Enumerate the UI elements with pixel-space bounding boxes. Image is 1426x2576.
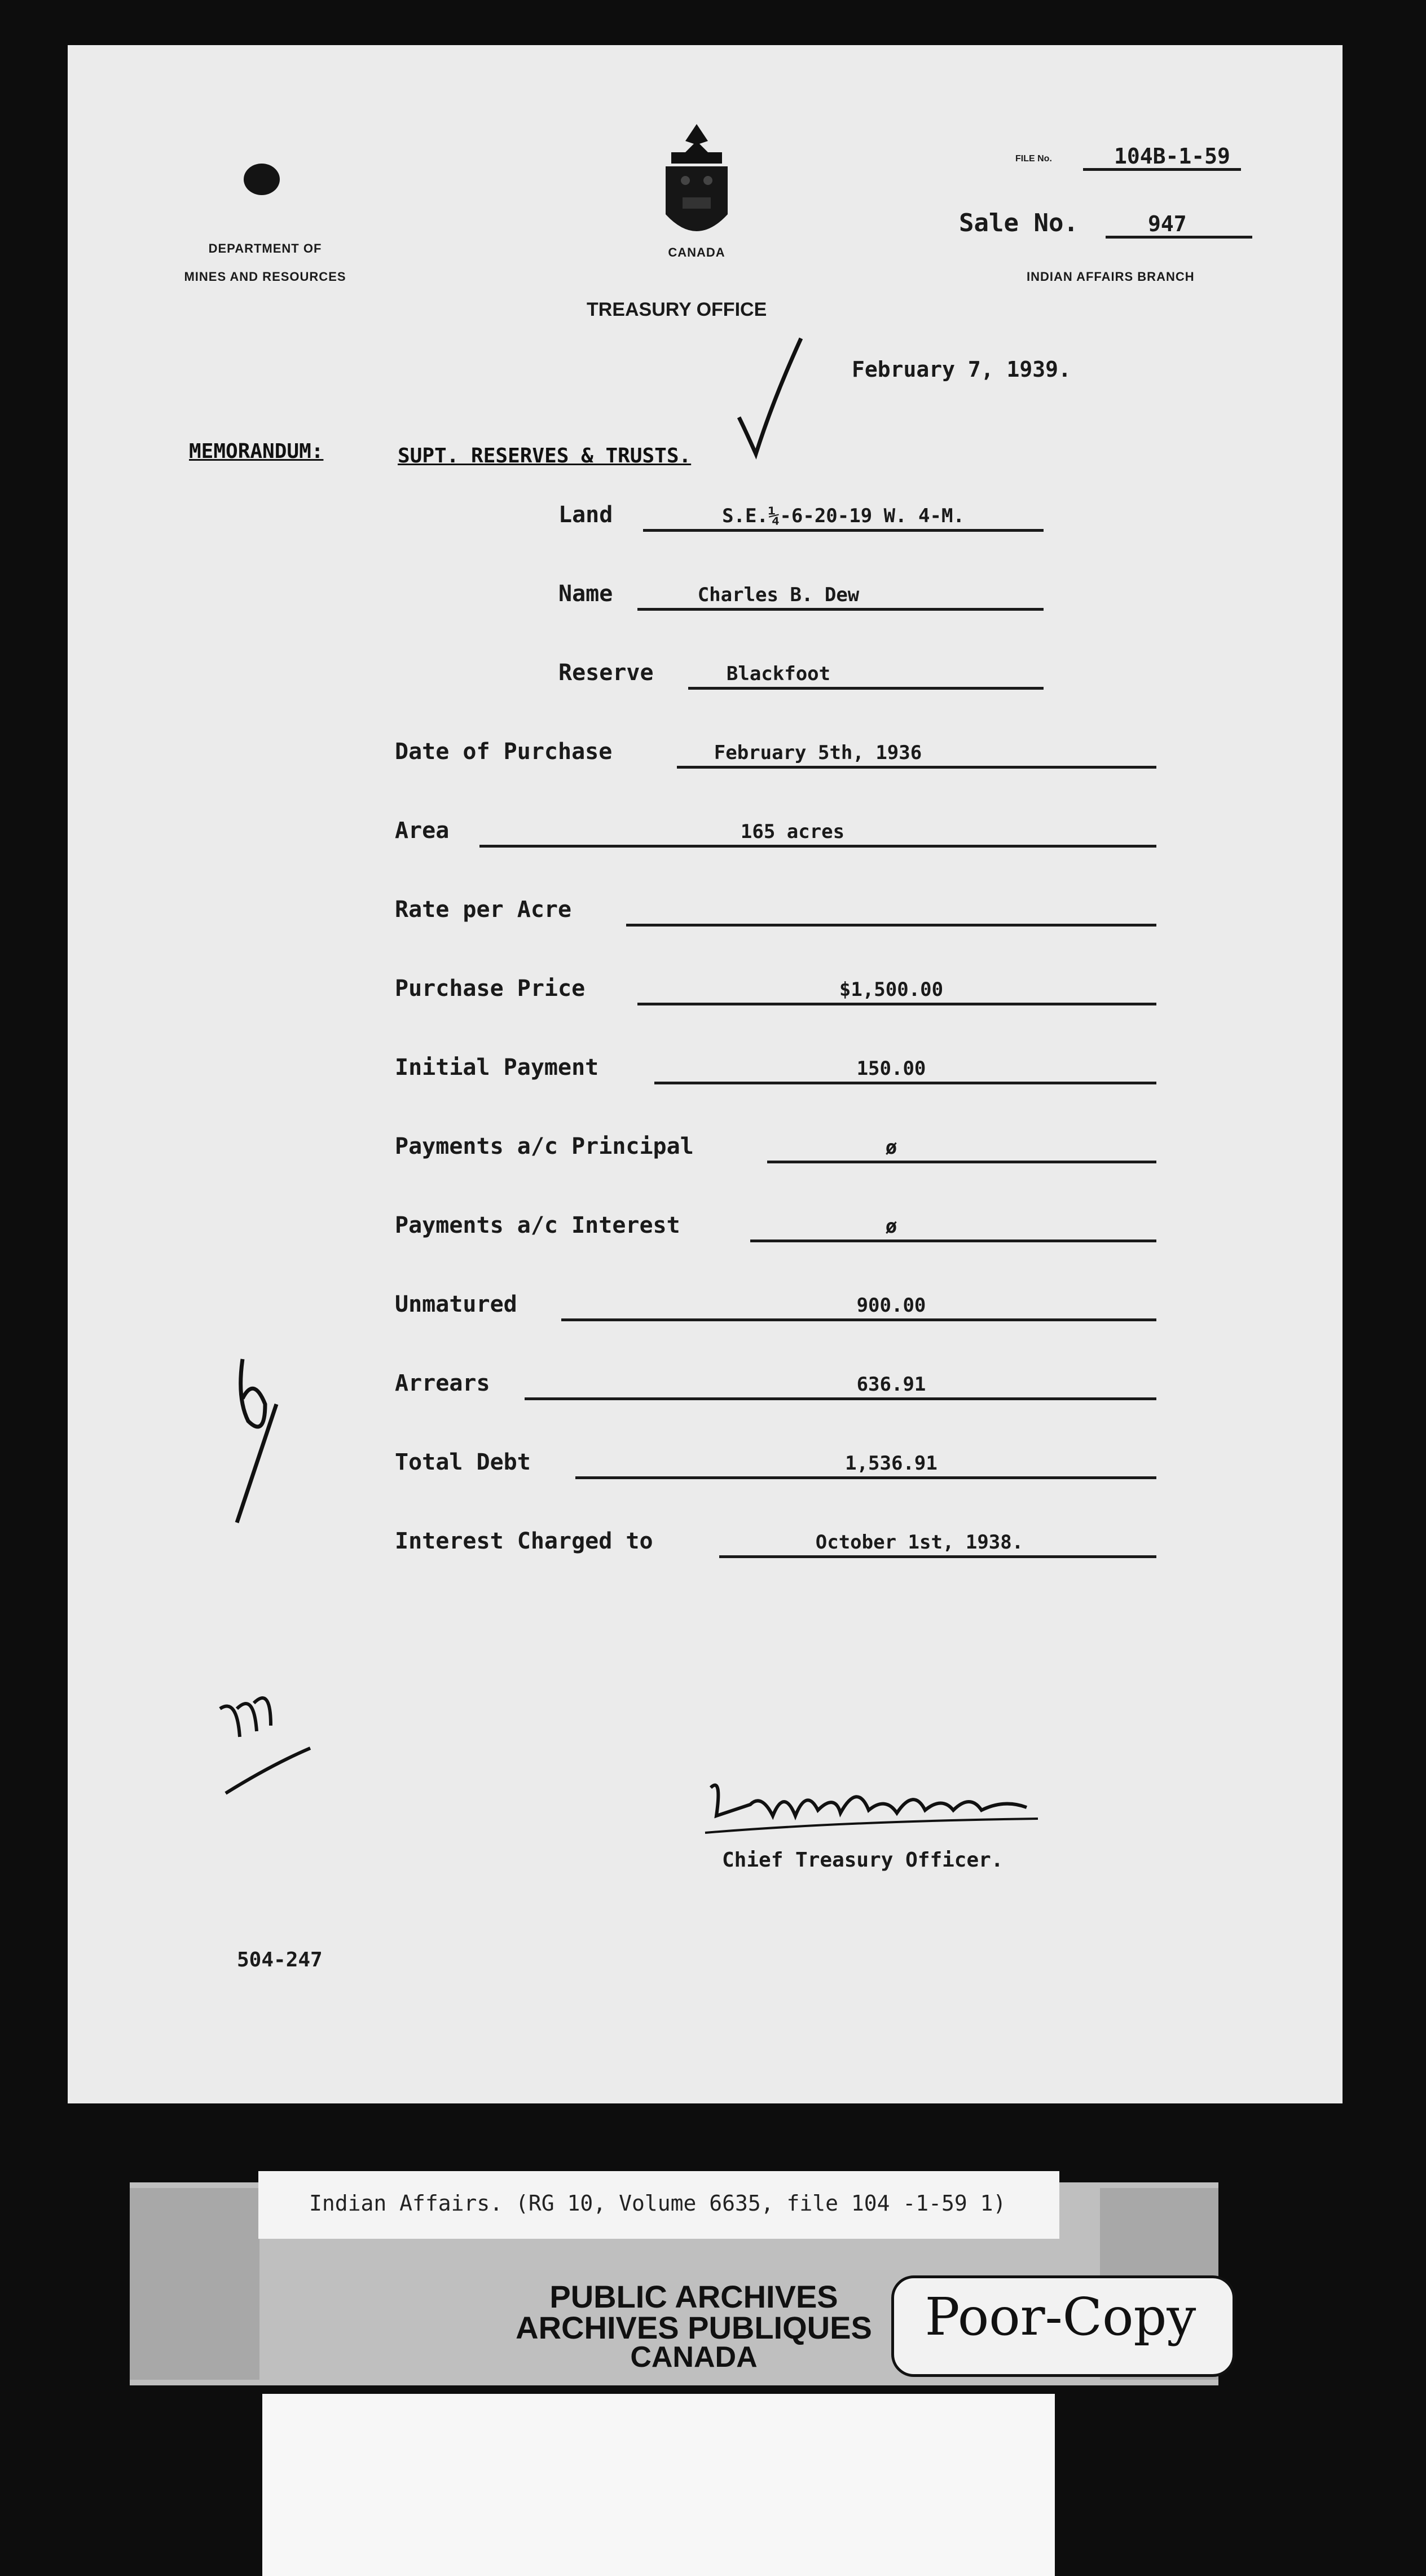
field-unmatured-value: 900.00 (856, 1294, 926, 1317)
field-arrears-label: Arrears (395, 1370, 490, 1396)
department-name: MINES AND RESOURCES (184, 270, 346, 284)
file-number: 104B-1-59 (1114, 144, 1230, 169)
field-name-value: Charles B. Dew (697, 584, 860, 606)
field-interest-label: Payments a/c Interest (395, 1212, 680, 1238)
field-principal-label: Payments a/c Principal (395, 1133, 694, 1159)
field-principal-value: ø (885, 1136, 897, 1159)
archive-name-en: PUBLIC ARCHIVES (549, 2279, 838, 2314)
signature-title: Chief Treasury Officer. (722, 1849, 1004, 1872)
bottom-card (262, 2394, 1055, 2576)
branch-label: INDIAN AFFAIRS BRANCH (1027, 270, 1195, 284)
memo-date: February 7, 1939. (852, 357, 1071, 382)
field-interest-line (750, 1240, 1156, 1242)
field-interest-value: ø (885, 1215, 897, 1238)
field-area-line (479, 845, 1156, 848)
archive-citation: Indian Affairs. (RG 10, Volume 6635, file 104 -1-59 1) (309, 2191, 1006, 2216)
margin-initials-mark (231, 1353, 299, 1528)
form-number: 504-247 (237, 1948, 323, 1971)
field-initial-value: 150.00 (856, 1057, 926, 1080)
department-seal-icon (244, 164, 280, 195)
field-charged-label: Interest Charged to (395, 1528, 653, 1554)
field-price-label: Purchase Price (395, 976, 586, 1002)
field-charged-value: October 1st, 1938. (815, 1531, 1024, 1554)
field-total-label: Total Debt (395, 1449, 531, 1475)
sale-number-line (1106, 236, 1252, 239)
archive-name-fr: ARCHIVES PUBLIQUES (516, 2310, 872, 2345)
field-rate-line (626, 924, 1156, 927)
field-area-value: 165 acres (740, 821, 845, 843)
field-initial-line (654, 1082, 1156, 1084)
field-date-value: February 5th, 1936 (714, 742, 922, 764)
office-title: TREASURY OFFICE (587, 299, 767, 320)
file-label: FILE No. (1015, 154, 1052, 164)
field-reserve-line (688, 687, 1044, 690)
file-number-line (1083, 168, 1241, 171)
field-name-line (637, 608, 1044, 611)
field-land-label: Land (558, 502, 613, 528)
field-arrears-value: 636.91 (856, 1373, 926, 1396)
field-price-line (637, 1003, 1156, 1005)
margin-m-mark (214, 1675, 327, 1799)
memo-label: MEMORANDUM: (189, 440, 324, 463)
field-reserve-label: Reserve (558, 660, 654, 686)
field-date-line (677, 766, 1156, 769)
field-unmatured-label: Unmatured (395, 1291, 517, 1317)
department-label: DEPARTMENT OF (208, 241, 322, 255)
field-price-value: $1,500.00 (839, 978, 944, 1001)
field-rate-label: Rate per Acre (395, 897, 572, 923)
field-arrears-line (525, 1397, 1156, 1400)
canada-crest-icon (654, 118, 739, 288)
field-total-value: 1,536.91 (845, 1452, 938, 1475)
field-reserve-value: Blackfoot (726, 663, 831, 685)
archive-country: CANADA (630, 2341, 758, 2374)
memo-recipient: SUPT. RESERVES & TRUSTS. (398, 444, 692, 467)
field-charged-line (719, 1555, 1156, 1558)
field-date-label: Date of Purchase (395, 739, 613, 765)
sale-number: 947 (1148, 211, 1187, 236)
sale-label: Sale No. (959, 209, 1079, 237)
archive-tab-left (130, 2188, 259, 2380)
field-land-value: S.E.¼-6-20-19 W. 4-M. (722, 505, 965, 527)
signature-image (699, 1765, 1049, 1844)
field-total-line (575, 1476, 1156, 1479)
check-mark-icon (733, 333, 807, 462)
field-area-label: Area (395, 818, 450, 844)
poor-copy-text: Poor-Copy (925, 2287, 1196, 2347)
country-label: CANADA (668, 245, 725, 259)
field-principal-line (767, 1161, 1156, 1163)
field-land-line (643, 529, 1044, 532)
field-name-label: Name (558, 581, 613, 607)
field-initial-label: Initial Payment (395, 1055, 599, 1080)
field-unmatured-line (561, 1318, 1156, 1321)
document-sheet (68, 45, 1343, 2103)
